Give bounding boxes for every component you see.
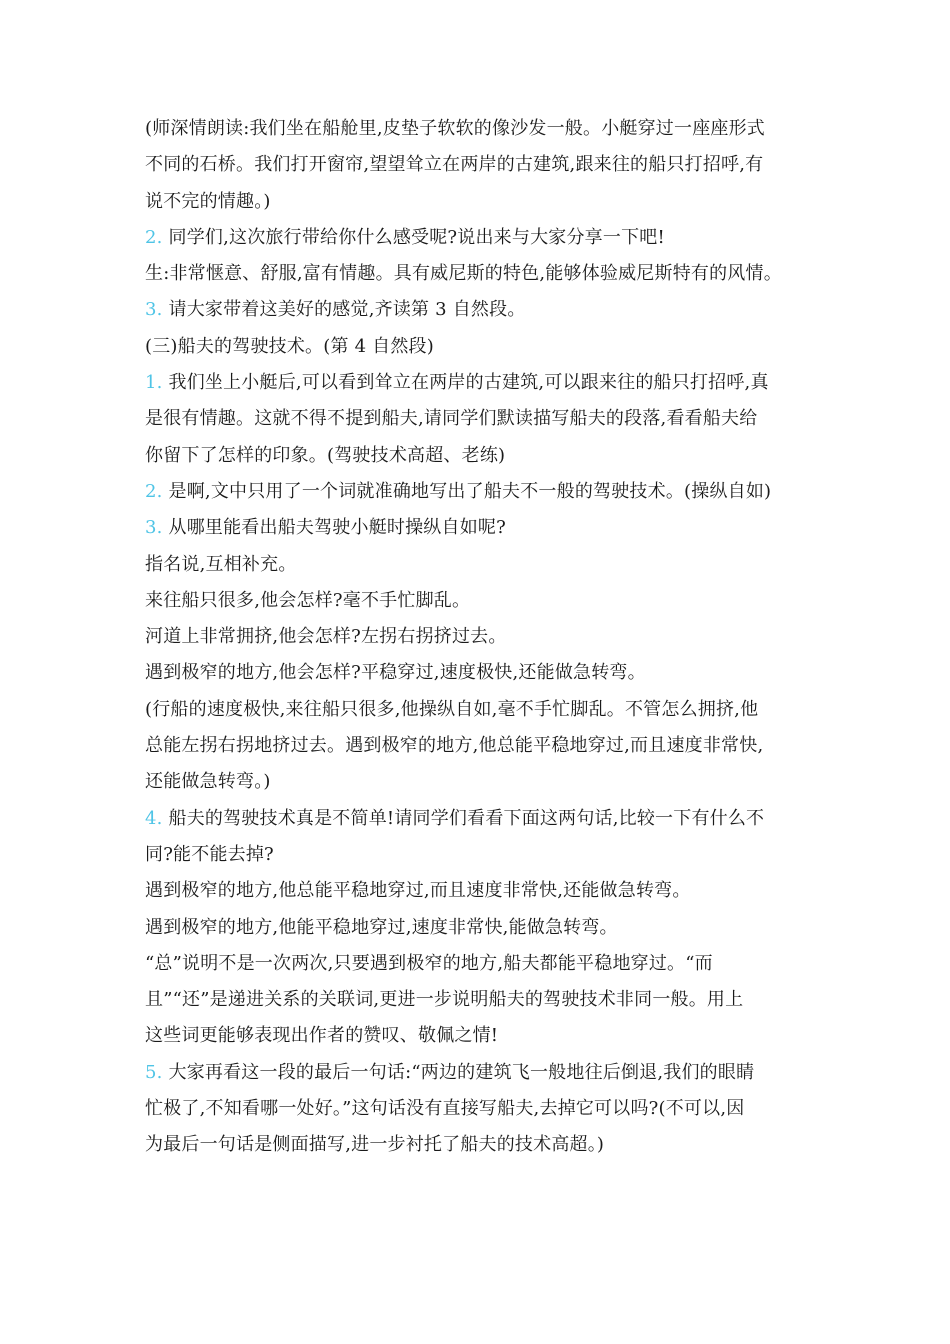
line-text: 总能左拐右拐地挤过去。遇到极窄的地方,他总能平稳地穿过,而且速度非常快, <box>145 735 764 757</box>
list-number: 2. <box>145 226 163 248</box>
text-line <box>145 547 835 583</box>
text-line <box>145 583 835 619</box>
line-text: 这些词更能够表现出作者的赞叹、敬佩之情! <box>145 1025 499 1047</box>
line-text: 指名说,互相补充。 <box>145 553 297 575</box>
line-text: 你留下了怎样的印象。(驾驶技术高超、老练) <box>145 444 506 466</box>
line-text: 遇到极窄的地方,他会怎样?平稳穿过,速度极快,还能做急转弯。 <box>145 662 646 684</box>
line-text: 说不完的情趣。) <box>145 190 271 212</box>
line-text: 为最后一句话是侧面描写,进一步衬托了船夫的技术高超。) <box>145 1134 605 1156</box>
text-line <box>145 1018 835 1054</box>
line-text: 且”“还”是递进关系的关联词,更进一步说明船夫的驾驶技术非同一般。用上 <box>145 989 744 1011</box>
line-text: 遇到极窄的地方,他总能平稳地穿过,而且速度非常快,还能做急转弯。 <box>145 880 691 902</box>
list-number: 1. <box>145 372 163 394</box>
text-line <box>145 764 835 800</box>
text-line <box>145 220 835 256</box>
line-text: 同学们,这次旅行带给你什么感受呢?说出来与大家分享一下吧! <box>162 226 665 248</box>
line-text: 还能做急转弯。) <box>145 771 271 793</box>
text-line <box>145 111 835 147</box>
list-number: 2. <box>145 480 163 502</box>
line-text: 来往船只很多,他会怎样?毫不手忙脚乱。 <box>145 589 471 611</box>
line-text: 忙极了,不知看哪一处好。”这句话没有直接写船夫,去掉它可以吗?(不可以,因 <box>145 1098 745 1120</box>
list-number: 4. <box>145 807 163 829</box>
list-number: 3. <box>145 517 163 539</box>
text-line <box>145 873 835 909</box>
text-line <box>145 692 835 728</box>
text-line <box>145 655 835 691</box>
text-line <box>145 1091 835 1127</box>
text-line <box>145 1055 835 1091</box>
text-line <box>145 256 835 292</box>
text-line <box>145 910 835 946</box>
line-text: 是很有情趣。这就不得不提到船夫,请同学们默读描写船夫的段落,看看船夫给 <box>145 408 758 430</box>
line-text: 是啊,文中只用了一个词就准确地写出了船夫不一般的驾驶技术。(操纵自如) <box>162 480 772 502</box>
text-line <box>145 438 835 474</box>
text-line <box>145 946 835 982</box>
line-text: 同?能不能去掉? <box>145 843 274 865</box>
line-text: 不同的石桥。我们打开窗帘,望望耸立在两岸的古建筑,跟来往的船只打招呼,有 <box>145 154 764 176</box>
line-text: (三)船夫的驾驶技术。(第 4 自然段) <box>145 335 434 357</box>
text-line <box>145 728 835 764</box>
line-text: 请大家带着这美好的感觉,齐读第 3 自然段。 <box>162 299 526 321</box>
text-line <box>145 292 835 328</box>
text-line <box>145 982 835 1018</box>
text-line <box>145 1127 835 1163</box>
text-line <box>145 147 835 183</box>
text-line <box>145 329 835 365</box>
line-text: 遇到极窄的地方,他能平稳地穿过,速度非常快,能做急转弯。 <box>145 916 618 938</box>
text-line <box>145 401 835 437</box>
line-text: 生:非常惬意、舒服,富有情趣。具有威尼斯的特色,能够体验威尼斯特有的风情。 <box>145 263 782 285</box>
line-text: (行船的速度极快,来往船只很多,他操纵自如,毫不手忙脚乱。不管怎么拥挤,他 <box>145 698 759 720</box>
text-line <box>145 184 835 220</box>
line-text: “总”说明不是一次两次,只要遇到极窄的地方,船夫都能平稳地穿过。“而 <box>145 952 713 974</box>
text-line <box>145 365 835 401</box>
line-text: 我们坐上小艇后,可以看到耸立在两岸的古建筑,可以跟来往的船只打招呼,真 <box>162 372 769 394</box>
line-text: (师深情朗读:我们坐在船舱里,皮垫子软软的像沙发一般。小艇穿过一座座形式 <box>145 118 766 139</box>
line-text: 河道上非常拥挤,他会怎样?左拐右拐挤过去。 <box>145 626 507 648</box>
document-body <box>145 111 835 1164</box>
list-number: 3. <box>145 299 163 321</box>
text-line <box>145 801 835 837</box>
line-text: 船夫的驾驶技术真是不简单!请同学们看看下面这两句话,比较一下有什么不 <box>162 807 765 829</box>
list-number: 5. <box>145 1061 163 1083</box>
text-line <box>145 474 835 510</box>
line-text: 大家再看这一段的最后一句话:“两边的建筑飞一般地往后倒退,我们的眼睛 <box>162 1061 755 1083</box>
line-text: 从哪里能看出船夫驾驶小艇时操纵自如呢? <box>162 517 506 539</box>
text-line <box>145 510 835 546</box>
text-line <box>145 837 835 873</box>
text-line <box>145 619 835 655</box>
